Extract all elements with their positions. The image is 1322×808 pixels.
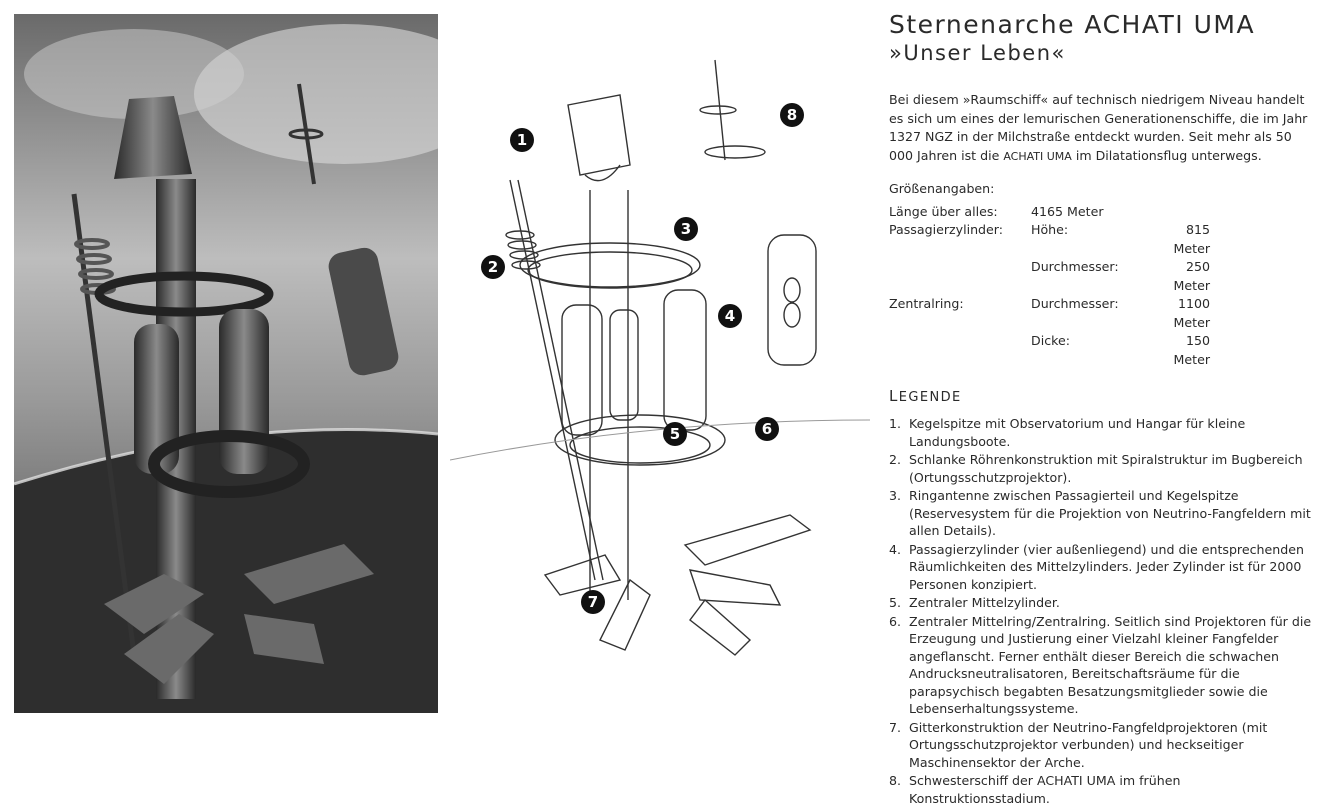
legend-item: 7. Gitterkonstruktion der Neutrino-Fangfeldprojektoren (mit Ortungsschutzprojektor verbunden) und heckseitiger Maschinensektor der Arche. xyxy=(889,719,1268,770)
page-title: Sternenarche ACHATI UMA xyxy=(889,10,1256,39)
size-row: Passagierzylinder: Höhe: 815 Meter xyxy=(889,222,1210,256)
legend-item: 1. Kegelspitze mit Observatorium und Hangar für kleine Landungsboote. xyxy=(889,416,1246,449)
legend-item: 3. Ringantenne zwischen Passagierteil und Kegelspitze (Reservesystem für die Projektion von Neutrino-Fangfeldern mit allen Details). xyxy=(889,488,1311,538)
marker-5 xyxy=(663,422,687,446)
size-heading: Größenangaben: xyxy=(889,181,995,196)
svg-text:8: 8 xyxy=(786,106,798,124)
svg-text:7: 7 xyxy=(587,593,599,611)
marker-8 xyxy=(780,103,804,127)
spaceship-illustration xyxy=(14,14,438,713)
svg-text:1: 1 xyxy=(516,131,528,149)
size-row: Länge über alles: 4165 Meter xyxy=(889,203,1104,219)
legend-list xyxy=(889,415,1314,807)
svg-text:5: 5 xyxy=(669,425,681,443)
marker-2 xyxy=(481,255,505,279)
size-row: Durchmesser: 250 Meter xyxy=(1031,259,1210,293)
svg-text:2: 2 xyxy=(487,258,499,276)
legend-item: 2. Schlanke Röhrenkonstruktion mit Spiralstruktur im Bugbereich (Ortungsschutzprojektor). xyxy=(889,452,1303,485)
legend-item: 4. Passagierzylinder (vier außenliegend) und die entsprechenden Räumlichkeiten des Mittelzylinders. Jeder Zylinder ist für 2000 Personen konzipiert. xyxy=(889,541,1304,592)
marker-6 xyxy=(755,417,779,441)
legend-item: 6. Zentraler Mittelring/Zentralring. Seitlich sind Projektoren für die Erzeugung und Justierung einer Vielzahl kleiner Fangfelder angeflanscht. Ferner enthält dieser Bereich die schwachen Andrucksneutralisatoren, Bereitschaftsräume für die parapsychisch begabten Besatzungsmitglieder sowie die Lebenserhaltungssysteme. xyxy=(889,613,1312,716)
size-row: Dicke: 150 Meter xyxy=(1031,333,1210,367)
marker-3 xyxy=(674,217,698,241)
legend-heading: LEGENDE xyxy=(889,387,962,405)
svg-text:3: 3 xyxy=(680,220,692,238)
svg-text:6: 6 xyxy=(761,420,773,438)
marker-4 xyxy=(718,304,742,328)
svg-text:4: 4 xyxy=(724,307,736,325)
marker-1 xyxy=(510,128,534,152)
size-table xyxy=(889,180,1314,369)
intro-paragraph: Bei diesem »Raumschiff« auf technisch niedrigem Niveau handelt es sich um eines der lemurischen Generationenschiffe, die im Jahr 1327 NGZ in der Milchstraße entdeckt wurden. Seit mehr als 50 000 Jahren ist die ACHATI UMA im Dilatationsflug unterwegs. xyxy=(889,92,1308,163)
text-column xyxy=(889,10,1314,808)
page-subtitle: »Unser Leben« xyxy=(889,41,1066,65)
cutaway-drawing xyxy=(450,40,870,710)
marker-7 xyxy=(581,590,605,614)
legend-item: 5. Zentraler Mittelzylinder. xyxy=(889,595,1060,610)
legend-item: 8. Schwesterschiff der ACHATI UMA im frühen Konstruktionsstadium. xyxy=(889,773,1181,806)
size-row: Zentralring: Durchmesser: 1100 Meter xyxy=(889,296,1210,330)
